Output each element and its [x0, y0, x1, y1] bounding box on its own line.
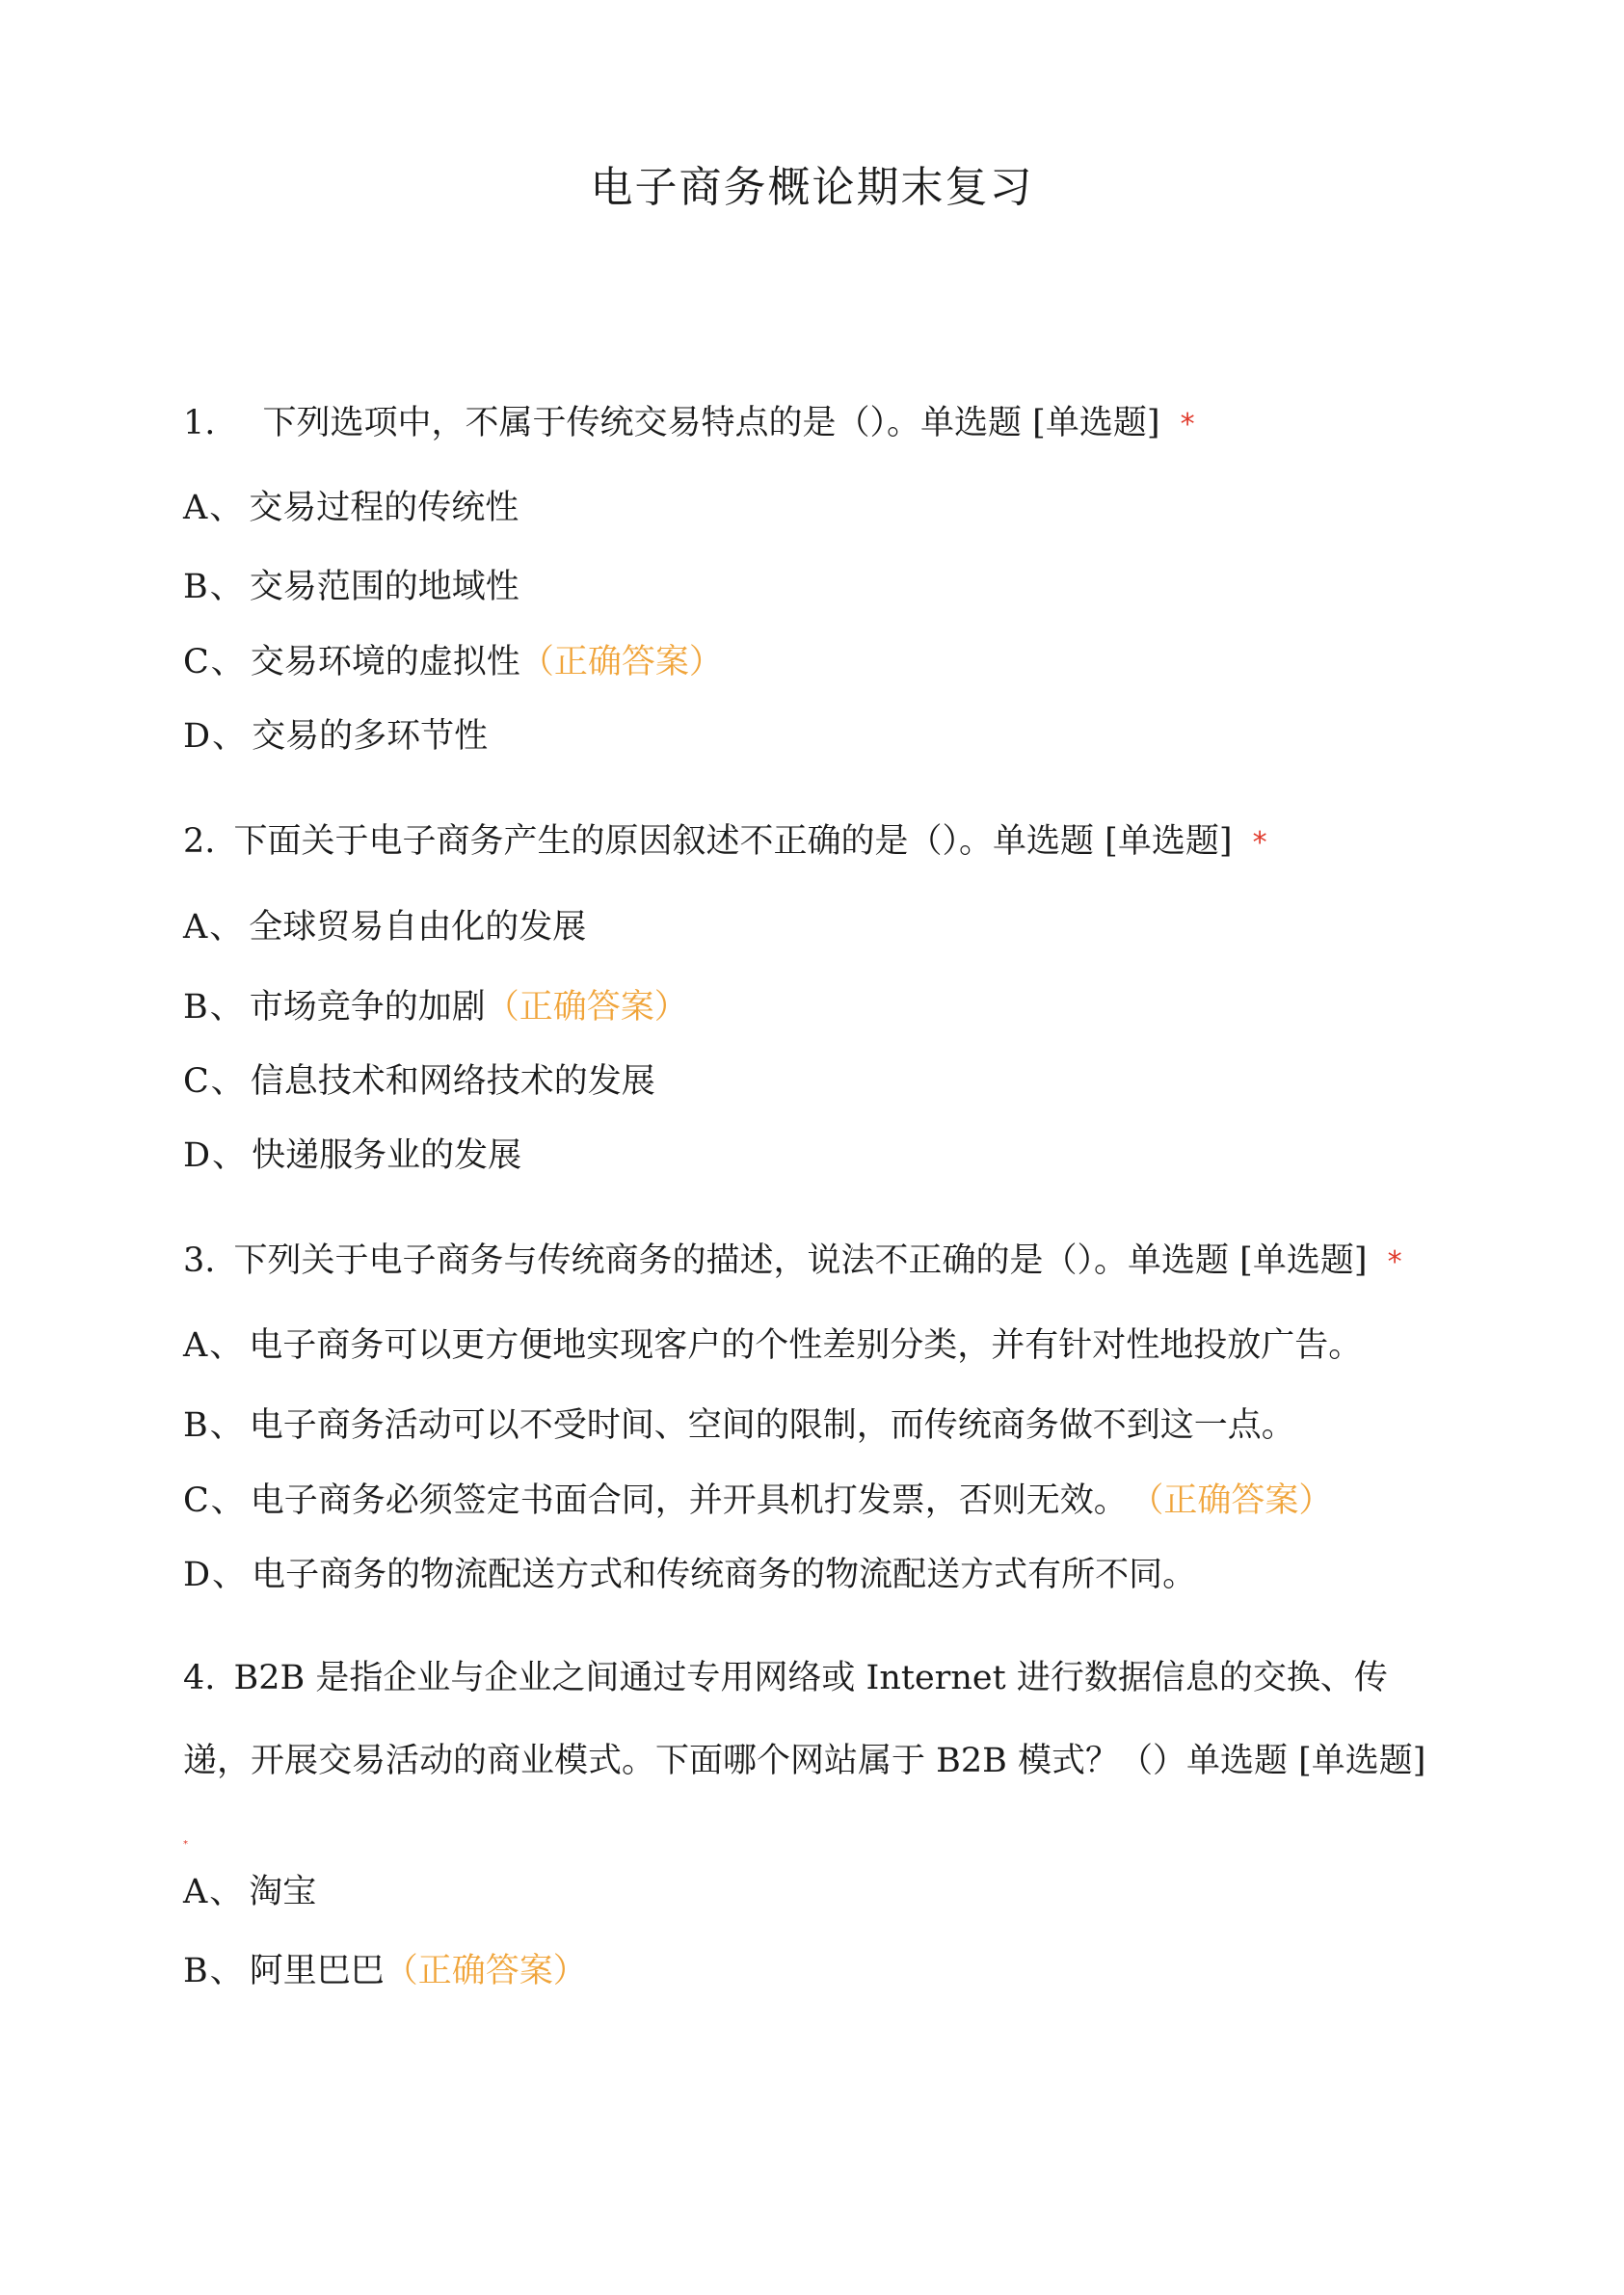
- option-1d: [183, 716, 488, 757]
- question-number: 4.: [183, 1659, 216, 1697]
- option-letter: D: [183, 1136, 211, 1175]
- option-separator: 、: [209, 1873, 244, 1911]
- option-separator: 、: [210, 1481, 245, 1520]
- option-text: 全球贸易自由化的发展: [249, 908, 587, 947]
- question-text-line1: B2B 是指企业与企业之间通过专用网络或 Internet 进行数据信息的交换、传: [233, 1659, 1388, 1697]
- option-separator: 、: [212, 1556, 247, 1594]
- option-3a: [183, 1325, 1362, 1366]
- option-text: 信息技术和网络技术的发展: [250, 1062, 655, 1101]
- option-letter: B: [183, 1406, 208, 1445]
- option-3d: [183, 1555, 1196, 1595]
- option-letter: A: [183, 489, 208, 527]
- option-separator: 、: [209, 1406, 244, 1445]
- option-letter: D: [183, 717, 211, 756]
- question-number: 2.: [183, 822, 216, 861]
- required-star: *: [183, 1839, 188, 1850]
- option-letter: C: [183, 1062, 209, 1101]
- option-text: 电子商务的物流配送方式和传统商务的物流配送方式有所不同。: [252, 1556, 1197, 1594]
- option-letter: B: [183, 988, 208, 1027]
- option-text: 快递服务业的发展: [252, 1136, 522, 1175]
- option-letter: B: [183, 568, 208, 606]
- option-letter: D: [183, 1556, 211, 1594]
- option-text: 交易范围的地域性: [249, 568, 519, 606]
- option-2c: [183, 1061, 655, 1102]
- option-separator: 、: [209, 568, 244, 606]
- option-letter: C: [183, 643, 209, 681]
- correct-answer-tag: （正确答案）: [519, 643, 723, 681]
- question-number: 3.: [183, 1241, 216, 1280]
- option-4a: [183, 1872, 316, 1912]
- option-1a: [183, 488, 519, 528]
- option-separator: 、: [209, 1952, 244, 1990]
- option-letter: B: [183, 1952, 208, 1990]
- correct-answer-tag: （正确答案）: [1146, 1481, 1333, 1520]
- correct-answer-tag: （正确答案）: [485, 988, 688, 1027]
- question-4: [183, 1658, 1388, 1698]
- option-2b: [183, 987, 688, 1027]
- option-separator: 、: [209, 1326, 244, 1365]
- option-1b: [183, 567, 519, 607]
- question-text: 下列关于电子商务与传统商务的描述，说法不正确的是（）。单选题 [单选题]: [233, 1241, 1368, 1280]
- option-2a: [183, 907, 586, 947]
- document-title: 电子商务概论期末复习: [590, 163, 1034, 212]
- option-letter: A: [183, 1326, 208, 1365]
- option-text: 阿里巴巴: [249, 1952, 385, 1990]
- option-text: 电子商务活动可以不受时间、空间的限制，而传统商务做不到这一点。: [249, 1406, 1295, 1445]
- required-star: *: [1252, 826, 1267, 860]
- question-text-line2: 递，开展交易活动的商业模式。下面哪个网站属于 B2B 模式？（）单选题 [单选题]: [183, 1742, 1426, 1780]
- option-3c: [183, 1481, 1332, 1521]
- option-separator: 、: [209, 489, 244, 527]
- option-text: 电子商务可以更方便地实现客户的个性差别分类，并有针对性地投放广告。: [249, 1326, 1363, 1365]
- option-separator: 、: [212, 1136, 247, 1175]
- option-letter: A: [183, 908, 208, 947]
- option-separator: 、: [209, 988, 244, 1027]
- question-3: [183, 1241, 1402, 1281]
- required-star: *: [1387, 1245, 1402, 1279]
- option-text: 淘宝: [249, 1873, 317, 1911]
- option-2d: [183, 1135, 521, 1176]
- correct-answer-tag: （正确答案）: [384, 1952, 587, 1990]
- option-3b: [183, 1405, 1295, 1446]
- option-letter: C: [183, 1481, 209, 1520]
- question-4-continued: [183, 1741, 1425, 1781]
- option-separator: 、: [209, 908, 244, 947]
- option-separator: 、: [210, 643, 245, 681]
- option-letter: A: [183, 1873, 208, 1911]
- question-2: [183, 821, 1267, 862]
- question-text: 下列选项中，不属于传统交易特点的是（）。单选题 [单选题]: [262, 404, 1160, 442]
- question-1: [183, 403, 1195, 443]
- option-text: 电子商务必须签定书面合同，并开具机打发票，否则无效。: [250, 1481, 1128, 1520]
- required-star: *: [1180, 408, 1195, 441]
- option-text: 交易环境的虚拟性: [250, 643, 520, 681]
- option-text: 交易过程的传统性: [249, 489, 519, 527]
- option-separator: 、: [212, 717, 247, 756]
- question-number: 1.: [183, 404, 216, 442]
- option-text: 交易的多环节性: [252, 717, 489, 756]
- option-separator: 、: [210, 1062, 245, 1101]
- option-4b: [183, 1951, 587, 1991]
- question-text: 下面关于电子商务产生的原因叙述不正确的是（）。单选题 [单选题]: [233, 822, 1233, 861]
- option-1c: [183, 642, 723, 682]
- option-text: 市场竞争的加剧: [249, 988, 486, 1027]
